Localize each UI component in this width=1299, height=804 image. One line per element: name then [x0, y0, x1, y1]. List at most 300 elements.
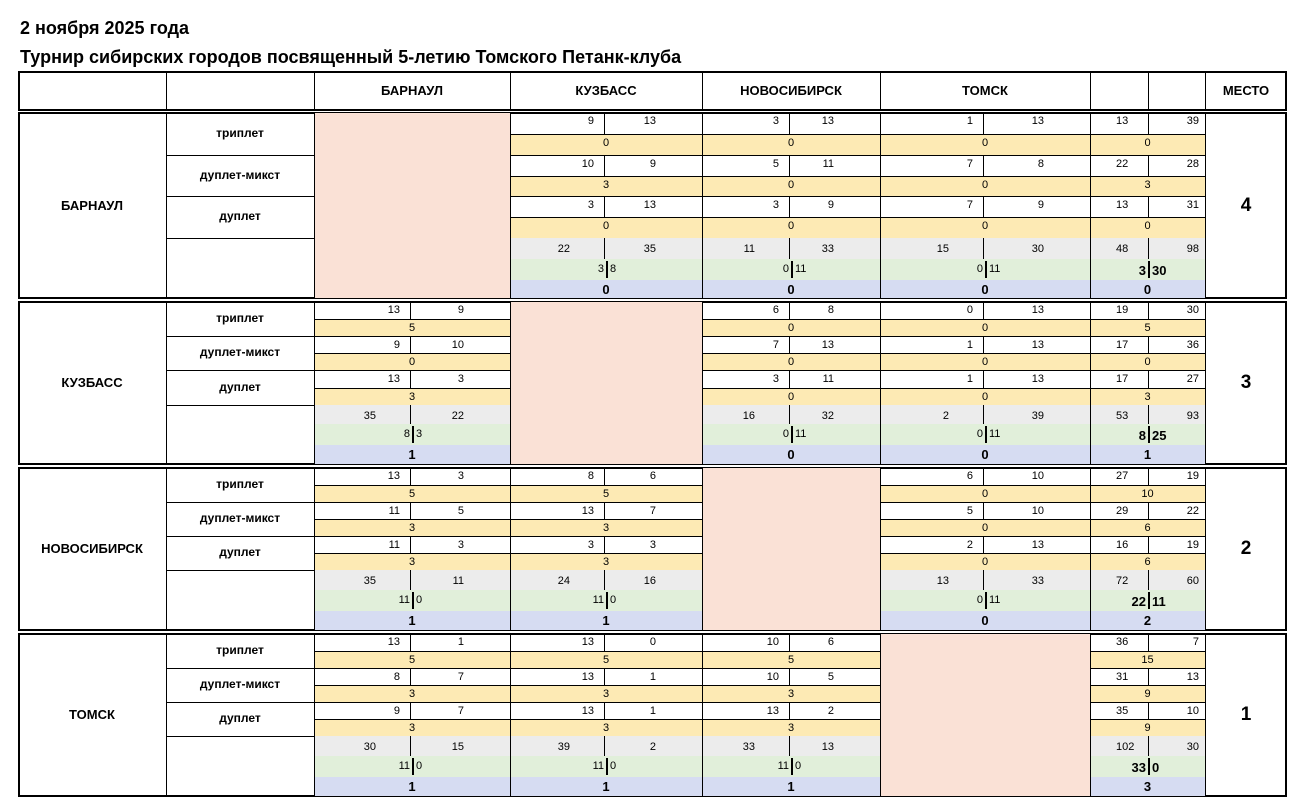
sum-opponent: 16 [643, 575, 656, 587]
sum-opponent: 98 [1186, 243, 1199, 255]
column-divider [166, 112, 167, 299]
cell-divider [880, 196, 1090, 197]
score-opponent: 22 [1186, 505, 1199, 517]
points-value: 3 [602, 722, 610, 734]
score-own: 8 [393, 671, 400, 683]
score-own: 19 [1116, 304, 1129, 316]
score-divider [604, 112, 605, 134]
score-own: 3 [772, 373, 779, 385]
column-divider [1205, 467, 1206, 631]
cell-divider [880, 134, 1090, 135]
points-value: 0 [981, 322, 989, 334]
match-total: 1 [787, 779, 795, 794]
points-value: 0 [408, 356, 416, 368]
score-own: 1 [966, 115, 973, 127]
score-own: 13 [387, 373, 400, 385]
points-value: 3 [787, 688, 795, 700]
column-divider [1205, 301, 1206, 465]
wins-divider [412, 592, 414, 609]
score-divider [983, 336, 984, 353]
points-value: 0 [981, 356, 989, 368]
score-divider [604, 570, 605, 590]
discipline-divider [166, 370, 314, 371]
cell-divider [510, 668, 702, 669]
wins-own: 8 [1138, 428, 1146, 443]
points-value: 5 [602, 654, 610, 666]
cell-divider [880, 319, 1090, 320]
cell-divider [702, 719, 880, 720]
cell-divider [314, 353, 510, 354]
points-value: 0 [787, 356, 795, 368]
cell-divider [314, 651, 510, 652]
score-divider [983, 238, 984, 259]
score-divider [1148, 536, 1149, 553]
score-own: 0 [966, 304, 973, 316]
sum-opponent: 22 [451, 410, 464, 422]
cell-divider [510, 196, 702, 197]
points-value: 10 [1141, 488, 1154, 500]
score-own: 11 [388, 505, 400, 517]
cell-divider [880, 155, 1090, 156]
sum-row [881, 570, 1090, 590]
discipline-label: дуплет-микст [199, 167, 281, 182]
score-opponent: 5 [457, 505, 464, 517]
wins-own: 11 [398, 760, 410, 772]
wins-opponent: 0 [610, 594, 617, 606]
score-divider [1148, 570, 1149, 590]
score-own: 13 [766, 705, 779, 717]
sum-opponent: 30 [1186, 741, 1199, 753]
score-own: 10 [766, 671, 779, 683]
score-opponent: 8 [827, 304, 834, 316]
points-value: 3 [602, 556, 610, 568]
score-opponent: 7 [1192, 636, 1199, 648]
discipline-divider [166, 736, 314, 737]
team-place: 3 [1240, 372, 1252, 393]
cell-divider [314, 370, 510, 371]
score-opponent: 1 [649, 705, 656, 717]
match-total: 1 [602, 779, 610, 794]
sum-own: 72 [1116, 575, 1129, 587]
score-divider [410, 370, 411, 388]
score-opponent: 9 [1037, 199, 1044, 211]
sum-own: 35 [363, 410, 376, 422]
cell-divider [880, 336, 1090, 337]
wins-divider [1148, 261, 1150, 278]
score-own: 13 [581, 636, 594, 648]
cell-divider [702, 217, 880, 218]
score-divider [789, 736, 790, 756]
score-own: 9 [587, 115, 594, 127]
sum-own: 30 [363, 741, 376, 753]
match-total: 0 [981, 447, 989, 462]
wins-own: 11 [592, 760, 604, 772]
team-name: ТОМСК [69, 707, 115, 722]
sum-own: 53 [1116, 410, 1129, 422]
score-divider [789, 336, 790, 353]
cell-divider [880, 485, 1090, 486]
score-divider [789, 196, 790, 217]
cell-divider [1090, 353, 1205, 354]
sum-row [511, 238, 702, 259]
points-value: 5 [408, 654, 416, 666]
points-value: 0 [981, 137, 989, 149]
discipline-label: дуплет-микст [199, 677, 281, 691]
score-own: 7 [772, 339, 779, 351]
score-opponent: 9 [649, 158, 656, 170]
score-opponent: 10 [451, 339, 464, 351]
match-total: 1 [602, 613, 610, 628]
score-divider [983, 155, 984, 176]
wins-opponent: 11 [989, 428, 1001, 440]
score-own: 13 [581, 505, 594, 517]
self-match-cell [881, 634, 1090, 796]
score-own: 1 [966, 339, 973, 351]
score-divider [983, 467, 984, 485]
cell-divider [702, 685, 880, 686]
sum-opponent: 39 [1031, 410, 1044, 422]
points-value: 3 [1144, 179, 1151, 191]
cell-divider [314, 668, 510, 669]
points-value: 0 [602, 220, 610, 232]
score-opponent: 10 [1031, 470, 1044, 482]
tournament-title: Турнир сибирских городов посвященный 5-летию Томского Петанк-клуба [20, 47, 682, 67]
discipline-divider [166, 502, 314, 503]
wins-opponent: 0 [610, 760, 617, 772]
points-value: 3 [408, 522, 416, 534]
self-match-cell [703, 468, 880, 630]
self-match-cell [511, 302, 702, 464]
cell-divider [702, 388, 880, 389]
wins-divider [412, 426, 414, 443]
score-divider [983, 405, 984, 424]
wins-own: 22 [1131, 594, 1146, 609]
cell-divider [1090, 685, 1205, 686]
cell-divider [702, 668, 880, 669]
wins-own: 0 [976, 594, 983, 606]
team-place: 1 [1240, 704, 1252, 725]
score-divider [604, 502, 605, 519]
score-opponent: 9 [457, 304, 464, 316]
wins-divider [985, 592, 987, 609]
score-divider [604, 467, 605, 485]
points-value: 3 [408, 688, 416, 700]
cell-divider [1090, 519, 1205, 520]
score-divider [1148, 155, 1149, 176]
score-opponent: 28 [1186, 158, 1199, 170]
cell-divider [314, 388, 510, 389]
points-value: 0 [981, 391, 989, 403]
wins-opponent: 0 [416, 594, 423, 606]
sum-own: 13 [936, 575, 949, 587]
sum-own: 16 [742, 410, 755, 422]
sum-opponent: 93 [1186, 410, 1199, 422]
score-opponent: 13 [643, 115, 656, 127]
cell-divider [1090, 651, 1205, 652]
score-divider [604, 736, 605, 756]
wins-own: 11 [592, 594, 604, 606]
sum-row [315, 570, 510, 590]
score-own: 31 [1116, 671, 1129, 683]
wins-opponent: 11 [989, 263, 1001, 275]
score-divider [1148, 301, 1149, 319]
score-divider [789, 405, 790, 424]
score-divider [983, 502, 984, 519]
points-value: 3 [408, 556, 416, 568]
header-divider [1205, 71, 1206, 111]
cell-divider [702, 196, 880, 197]
points-value: 0 [787, 391, 795, 403]
score-divider [604, 155, 605, 176]
sum-own: 22 [557, 243, 570, 255]
column-divider [1205, 112, 1206, 299]
score-own: 3 [772, 115, 779, 127]
score-divider [410, 702, 411, 719]
cell-divider [510, 719, 702, 720]
points-value: 3 [1144, 391, 1151, 403]
score-own: 17 [1116, 339, 1129, 351]
cell-divider [1090, 719, 1205, 720]
cell-divider [702, 176, 880, 177]
wins-opponent: 3 [416, 428, 423, 440]
score-divider [410, 736, 411, 756]
cell-divider [314, 719, 510, 720]
score-opponent: 36 [1186, 339, 1199, 351]
score-opponent: 3 [457, 470, 464, 482]
points-value: 5 [408, 322, 416, 334]
sum-own: 48 [1116, 243, 1129, 255]
score-opponent: 13 [1031, 304, 1044, 316]
points-value: 0 [787, 220, 795, 232]
score-divider [1148, 196, 1149, 217]
wins-own: 0 [782, 428, 789, 440]
discipline-divider [166, 536, 314, 537]
points-value: 5 [787, 654, 795, 666]
discipline-divider [166, 405, 314, 406]
score-opponent: 8 [1037, 158, 1044, 170]
wins-own: 8 [403, 428, 410, 440]
wins-divider [791, 758, 793, 775]
column-divider [166, 467, 167, 631]
wins-own: 11 [398, 594, 410, 606]
score-divider [789, 238, 790, 259]
sum-row [881, 405, 1090, 424]
cell-divider [702, 353, 880, 354]
score-own: 9 [393, 339, 400, 351]
points-value: 9 [1144, 688, 1151, 700]
column-header-team: БАРНАУЛ [381, 83, 443, 98]
points-value: 0 [602, 137, 610, 149]
score-divider [789, 155, 790, 176]
cell-divider [314, 336, 510, 337]
score-opponent: 3 [457, 539, 464, 551]
points-value: 3 [408, 722, 416, 734]
wins-divider [985, 261, 987, 278]
score-divider [604, 668, 605, 685]
cell-divider [880, 519, 1090, 520]
wins-opponent: 0 [1152, 760, 1160, 775]
cell-divider [314, 519, 510, 520]
discipline-label: дуплет-микст [199, 511, 281, 525]
cell-divider [1090, 134, 1205, 135]
cell-divider [702, 134, 880, 135]
wins-own: 33 [1131, 760, 1146, 775]
score-opponent: 13 [821, 339, 834, 351]
score-own: 2 [966, 539, 973, 551]
wins-divider [1148, 426, 1150, 443]
score-divider [983, 112, 984, 134]
cell-divider [510, 485, 702, 486]
cell-divider [510, 685, 702, 686]
score-own: 13 [1116, 199, 1129, 211]
score-divider [1148, 736, 1149, 756]
score-opponent: 10 [1031, 505, 1044, 517]
score-own: 7 [966, 158, 973, 170]
score-divider [604, 702, 605, 719]
wins-divider [1148, 592, 1150, 609]
cell-divider [510, 536, 702, 537]
score-own: 13 [387, 470, 400, 482]
wins-divider [606, 261, 608, 278]
points-value: 0 [1144, 137, 1151, 149]
points-value: 6 [1144, 556, 1151, 568]
score-divider [1148, 238, 1149, 259]
points-value: 0 [981, 179, 989, 191]
cell-divider [510, 134, 702, 135]
score-divider [604, 238, 605, 259]
match-total: 1 [408, 779, 416, 794]
column-header-team: КУЗБАСС [575, 83, 637, 98]
sum-opponent: 13 [821, 741, 834, 753]
discipline-divider [166, 668, 314, 669]
score-divider [410, 570, 411, 590]
discipline-divider [166, 702, 314, 703]
cell-divider [1090, 217, 1205, 218]
score-divider [410, 668, 411, 685]
score-divider [410, 633, 411, 651]
score-opponent: 13 [1031, 539, 1044, 551]
score-opponent: 13 [1186, 671, 1199, 683]
sum-row [703, 736, 880, 756]
score-own: 3 [587, 539, 594, 551]
cell-divider [880, 388, 1090, 389]
wins-own: 3 [1138, 263, 1146, 278]
score-own: 6 [966, 470, 973, 482]
match-total: 0 [981, 613, 989, 628]
cell-divider [880, 536, 1090, 537]
score-own: 3 [587, 199, 594, 211]
score-divider [983, 536, 984, 553]
score-own: 8 [587, 470, 594, 482]
score-opponent: 7 [649, 505, 656, 517]
cell-divider [510, 553, 702, 554]
wins-opponent: 11 [795, 428, 807, 440]
cell-divider [314, 702, 510, 703]
discipline-label: триплет [216, 476, 264, 491]
team-place: 4 [1240, 194, 1252, 216]
wins-opponent: 11 [795, 263, 807, 275]
discipline-label: триплет [216, 310, 264, 325]
sum-opponent: 11 [452, 575, 464, 587]
score-own: 22 [1116, 158, 1129, 170]
wins-divider [985, 426, 987, 443]
column-header-place: МЕСТО [1222, 83, 1270, 98]
points-value: 0 [981, 556, 989, 568]
score-own: 17 [1116, 373, 1129, 385]
score-opponent: 7 [457, 705, 464, 717]
match-total: 1 [1143, 447, 1152, 462]
score-own: 7 [966, 199, 973, 211]
score-own: 13 [581, 671, 594, 683]
cell-divider [702, 702, 880, 703]
cell-divider [314, 485, 510, 486]
score-own: 13 [387, 304, 400, 316]
cell-divider [1090, 176, 1205, 177]
score-opponent: 10 [1186, 705, 1199, 717]
cell-divider [1090, 485, 1205, 486]
score-opponent: 7 [457, 671, 464, 683]
cell-divider [510, 502, 702, 503]
cell-divider [510, 702, 702, 703]
cell-divider [510, 176, 702, 177]
score-opponent: 13 [643, 199, 656, 211]
sum-row [511, 570, 702, 590]
score-own: 35 [1116, 705, 1129, 717]
score-divider [983, 370, 984, 388]
score-divider [1148, 370, 1149, 388]
team-name: КУЗБАСС [61, 375, 123, 390]
date-heading: 2 ноября 2025 года [20, 18, 190, 38]
cell-divider [1090, 319, 1205, 320]
points-value: 9 [1144, 722, 1151, 734]
points-value: 0 [981, 488, 989, 500]
score-own: 3 [772, 199, 779, 211]
score-opponent: 11 [822, 373, 834, 385]
sum-own: 24 [557, 575, 570, 587]
sum-opponent: 33 [1031, 575, 1044, 587]
discipline-divider [166, 336, 314, 337]
sum-row [881, 238, 1090, 259]
score-divider [983, 570, 984, 590]
wins-own: 0 [976, 263, 983, 275]
wins-own: 0 [782, 263, 789, 275]
score-divider [1148, 502, 1149, 519]
sum-opponent: 30 [1031, 243, 1044, 255]
score-divider [604, 536, 605, 553]
score-own: 13 [581, 705, 594, 717]
score-divider [1148, 467, 1149, 485]
score-own: 27 [1116, 470, 1129, 482]
sum-row [315, 736, 510, 756]
score-divider [789, 112, 790, 134]
score-own: 29 [1116, 505, 1129, 517]
discipline-label: дуплет [219, 209, 261, 223]
score-divider [789, 668, 790, 685]
score-divider [604, 196, 605, 217]
points-value: 6 [1144, 522, 1151, 534]
discipline-divider [166, 196, 314, 197]
score-opponent: 13 [821, 115, 834, 127]
score-own: 5 [966, 505, 973, 517]
score-opponent: 31 [1186, 199, 1199, 211]
score-opponent: 0 [649, 636, 656, 648]
score-divider [1148, 668, 1149, 685]
score-opponent: 13 [1031, 373, 1044, 385]
header-divider [314, 71, 315, 111]
wins-divider [791, 426, 793, 443]
points-value: 5 [1144, 322, 1151, 334]
cell-divider [510, 519, 702, 520]
